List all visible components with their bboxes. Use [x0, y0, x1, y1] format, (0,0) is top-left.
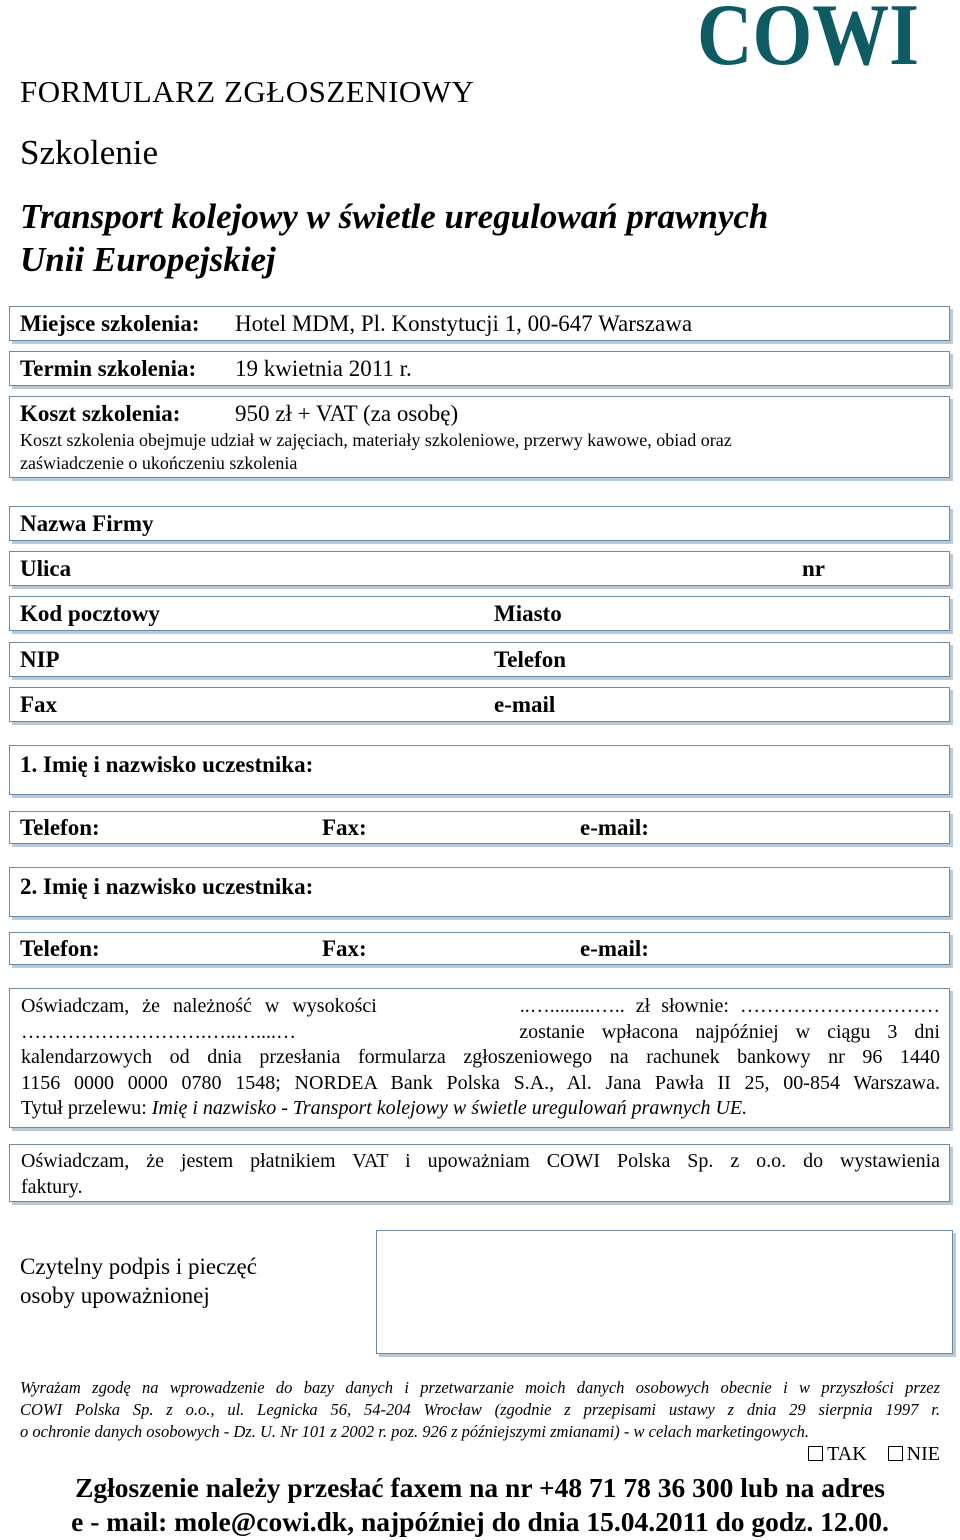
cost-note-line2: zaświadczenie o ukończeniu szkolenia: [20, 453, 298, 473]
consent-options: [792, 1443, 940, 1466]
footer-line1: Zgłoszenie należy przesłać faxem na nr +48 71 78 36 300 lub na adres: [75, 1472, 885, 1503]
signature-label-line1: Czytelny podpis i pieczęć: [20, 1254, 257, 1279]
place-value: Hotel MDM, Pl. Konstytucji 1, 00-647 Warszawa: [235, 311, 693, 336]
consent-line2: COWI Polska Sp. z o.o., ul. Legnicka 56, 54-204 Wrocław (zgodnie z przepisami ustawy z dnia 29 sierpnia 1997 r.: [20, 1400, 940, 1419]
company-name-field[interactable]: [9, 506, 950, 541]
consent-yes-checkbox[interactable]: [808, 1446, 823, 1461]
cost-label: Koszt szkolenia:: [20, 401, 181, 426]
form-title: FORMULARZ ZGŁOSZENIOWY: [20, 74, 475, 109]
consent-yes-label: TAK: [827, 1443, 867, 1465]
street-number-label: nr: [802, 556, 825, 581]
consent-line1: Wyrażam zgodę na wprowadzenie do bazy danych i przetwarzanie moich danych osobowych obecnie i w przyszłości przez: [20, 1378, 940, 1397]
nip-phone-field[interactable]: [9, 642, 950, 677]
consent-line3: o ochronie danych osobowych - Dz. U. Nr 101 z 2002 r. poz. 926 z późniejszymi zmianami) - w celach marketingowych.: [20, 1422, 810, 1441]
payment-box: [9, 988, 950, 1128]
participant-2-name-label: 2. Imię i nazwisko uczestnika:: [20, 874, 314, 899]
postal-city-field[interactable]: [9, 596, 950, 631]
participant-2-phone-label: Telefon:: [20, 936, 100, 961]
postal-code-label: Kod pocztowy: [20, 601, 160, 626]
participant-2-email-label: e-mail:: [580, 936, 649, 961]
city-label: Miasto: [494, 601, 562, 626]
signature-field[interactable]: [376, 1230, 953, 1354]
participant-1-name-label: 1. Imię i nazwisko uczestnika:: [20, 752, 314, 777]
participant-1-fax-label: Fax:: [322, 815, 367, 840]
payment-text: [21, 994, 940, 1122]
consent-no-checkbox[interactable]: [888, 1446, 903, 1461]
participant-1-contact-field[interactable]: [9, 811, 950, 844]
place-box: [9, 306, 950, 341]
cost-note-line1: Koszt szkolenia obejmuje udział w zajęciach, materiały szkoleniowe, przerwy kawowe, obiad oraz: [20, 430, 732, 450]
fax-label: Fax: [20, 692, 58, 717]
logo-text: COWI: [697, 0, 919, 84]
footer-line2: e - mail: mole@cowi.dk, najpóźniej do dnia 15.04.2011 do godz. 12.00.: [71, 1506, 889, 1537]
payment-line1-a: Oświadczam, że należność w wysokości: [21, 995, 377, 1017]
signature-label: [20, 1252, 257, 1310]
nip-label: NIP: [20, 647, 60, 672]
vat-line2: faktury.: [21, 1175, 83, 1198]
course-title-line2: Unii Europejskiej: [20, 240, 276, 279]
course-title-line1: Transport kolejowy w świetle uregulowań prawnych: [20, 197, 769, 236]
place-label: Miejsce szkolenia:: [20, 311, 200, 336]
payment-line4: 1156 0000 0000 0780 1548; NORDEA Bank Polska S.A., Al. Jana Pawła II 25, 00-854 Warszawa.: [21, 1071, 940, 1094]
participant-1-email-label: e-mail:: [580, 815, 649, 840]
date-box: [9, 351, 950, 386]
payment-line3: kalendarzowych od dnia przesłania formularza zgłoszeniowego na rachunek bankowy nr 96 1440: [21, 1046, 940, 1068]
participant-2-contact-field[interactable]: [9, 932, 950, 965]
payment-line2-b: zostanie wpłacona najpóźniej w ciągu 3 dni: [519, 1020, 940, 1043]
transfer-title-value: Imię i nazwisko - Transport kolejowy w świetle uregulowań prawnych UE.: [151, 1097, 748, 1119]
payment-line2-a: ……………………….…..…....…: [21, 1020, 296, 1043]
date-label: Termin szkolenia:: [20, 356, 197, 381]
form-subtitle: Szkolenie: [20, 133, 159, 172]
participant-1-name-field[interactable]: [9, 745, 950, 795]
signature-label-line2: osoby upoważnionej: [20, 1283, 210, 1308]
payment-line1-b: ..….........….. zł słownie: …………………………: [519, 995, 940, 1017]
street-field[interactable]: [9, 551, 950, 586]
participant-2-name-field[interactable]: [9, 867, 950, 917]
vat-line1: Oświadczam, że jestem płatnikiem VAT i upoważniam COWI Polska Sp. z o.o. do wystawienia: [21, 1150, 940, 1172]
consent-text: [20, 1377, 940, 1443]
cost-box: [9, 396, 950, 478]
participant-1-phone-label: Telefon:: [20, 815, 100, 840]
transfer-title: [21, 1096, 940, 1122]
date-value: 19 kwietnia 2011 r.: [235, 356, 412, 381]
cost-note: [20, 429, 732, 475]
consent-no-label: NIE: [906, 1443, 940, 1465]
vat-text: [21, 1149, 940, 1200]
transfer-title-label: Tytuł przelewu:: [21, 1097, 152, 1119]
course-title: [20, 195, 768, 281]
email-label: e-mail: [494, 692, 556, 717]
cost-value: 950 zł + VAT (za osobę): [235, 401, 459, 426]
street-label: Ulica: [20, 556, 72, 581]
phone-label: Telefon: [494, 647, 566, 672]
company-name-label: Nazwa Firmy: [20, 511, 154, 536]
cowi-logo: [697, 0, 919, 84]
fax-email-field[interactable]: [9, 687, 950, 722]
participant-2-fax-label: Fax:: [322, 936, 367, 961]
vat-box: [9, 1144, 950, 1202]
